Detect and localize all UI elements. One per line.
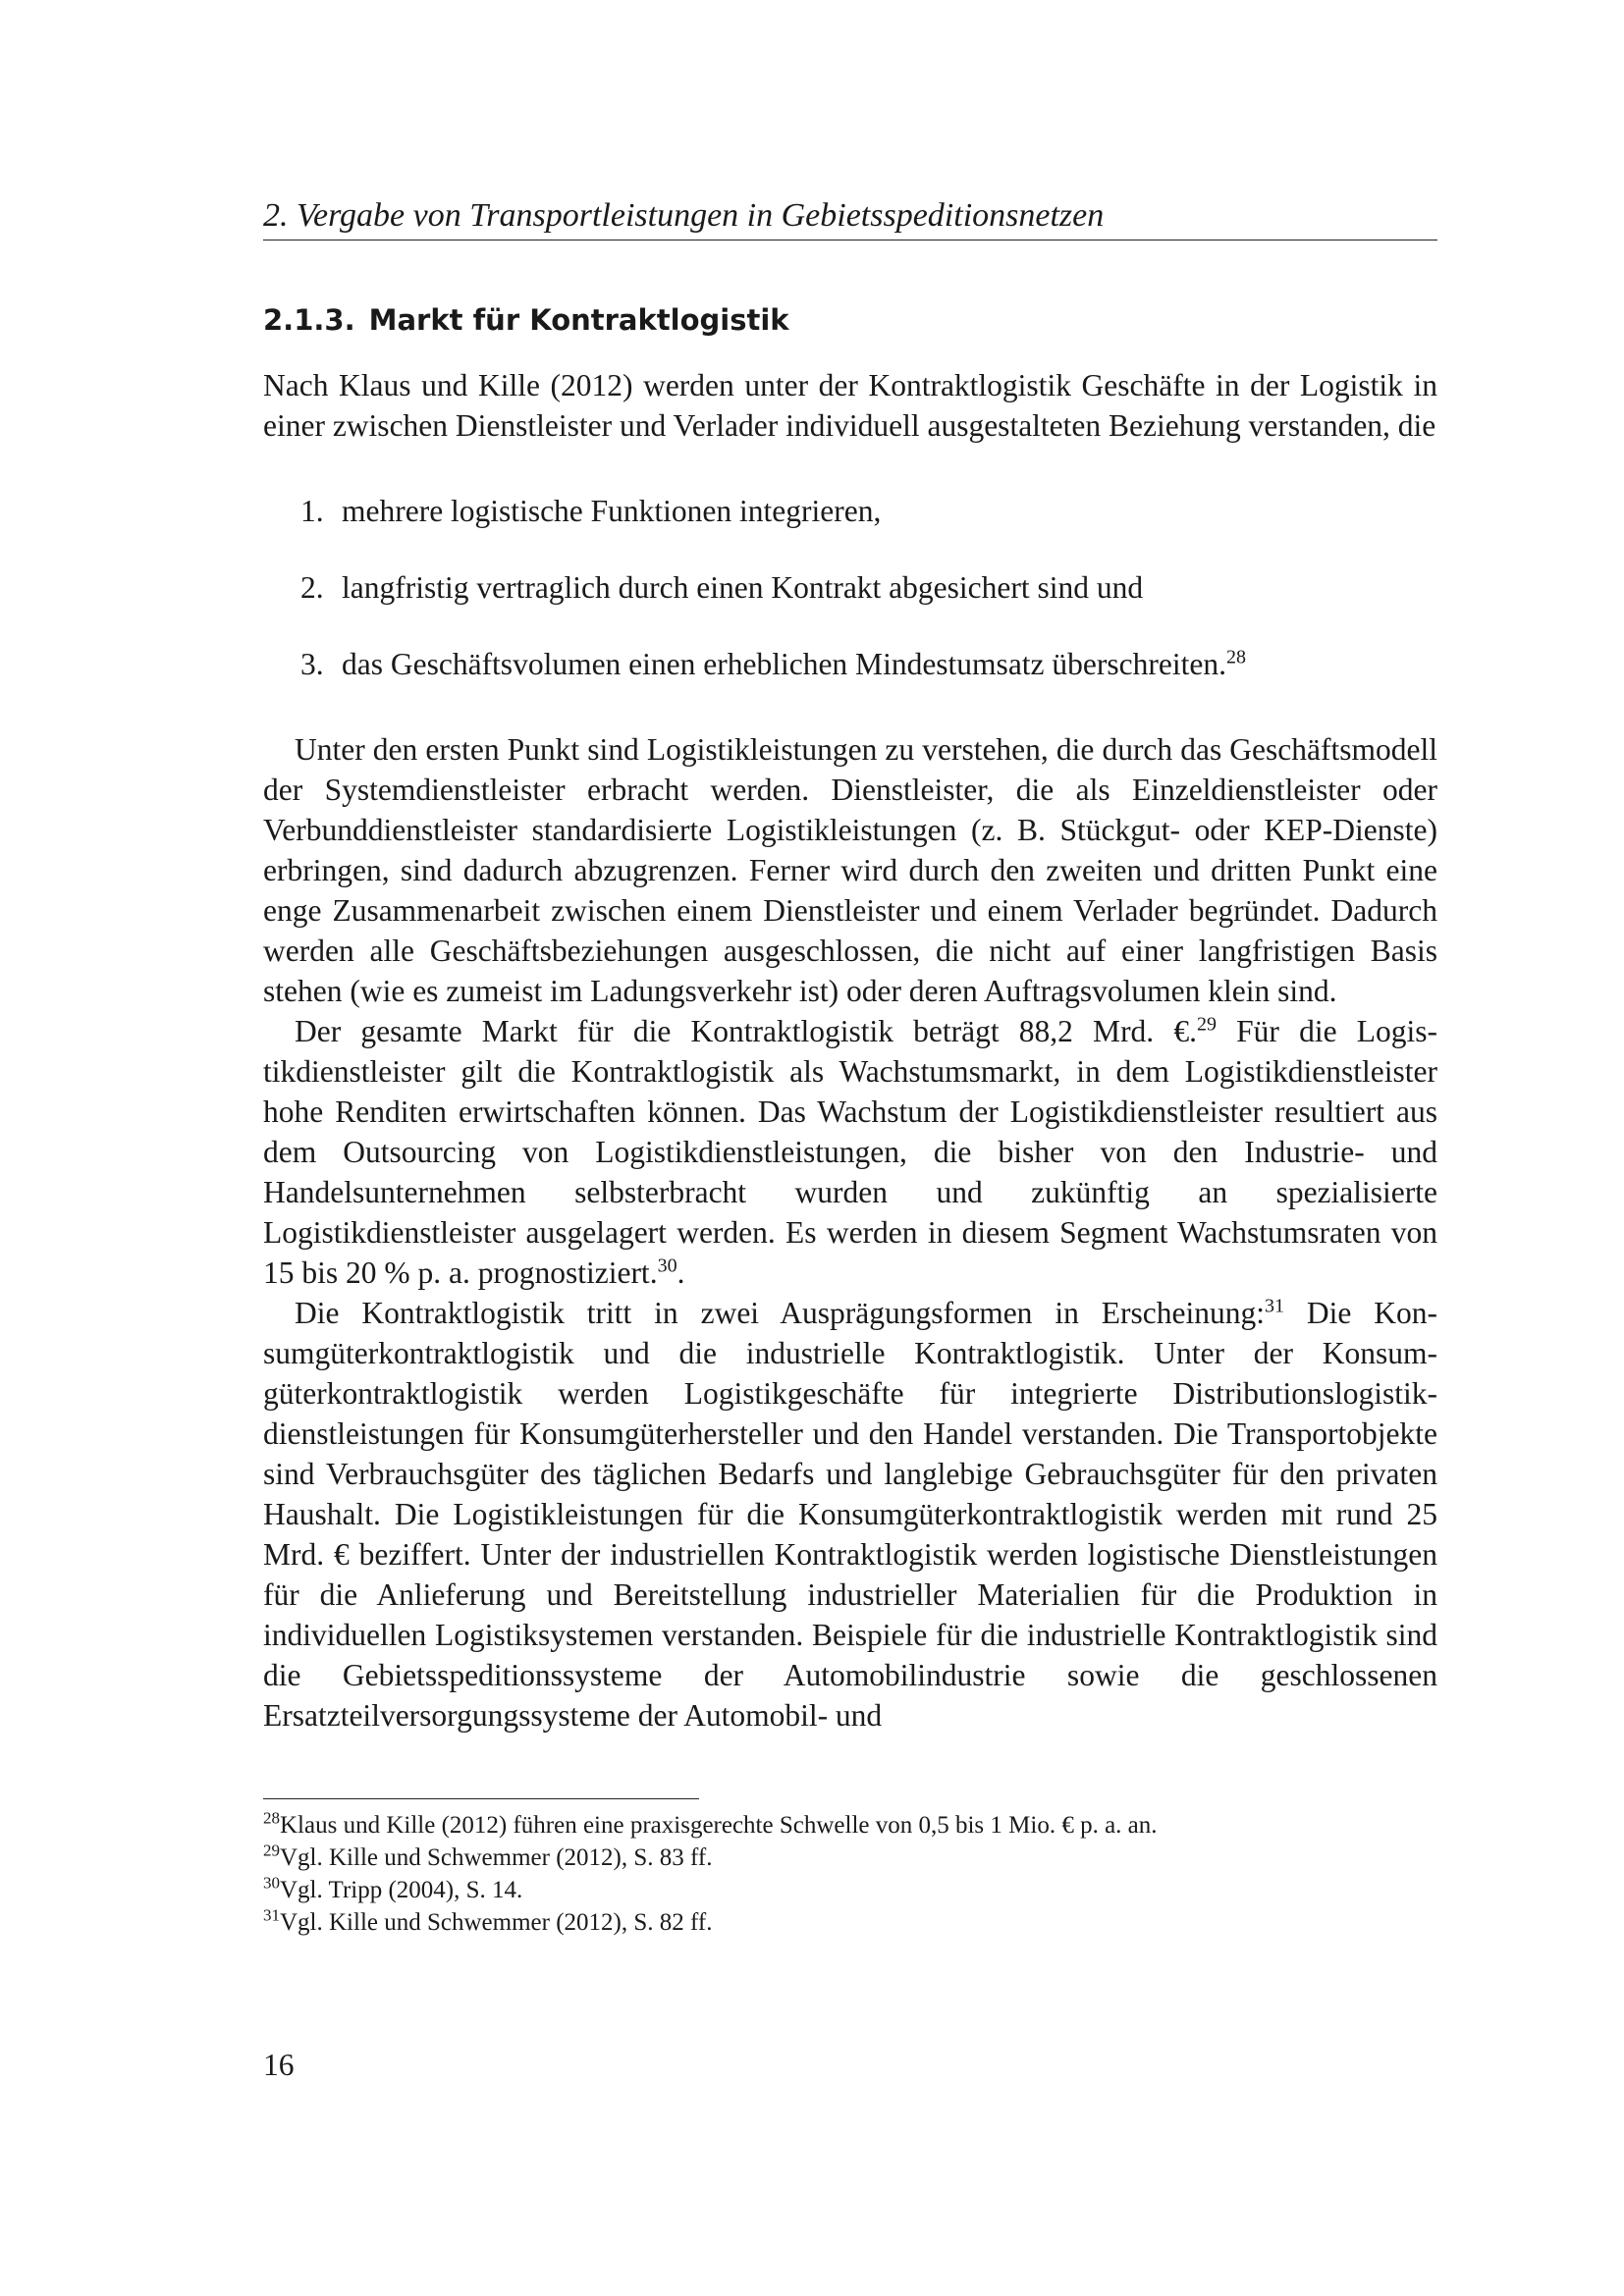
list-item [300,567,1437,608]
footnote-text: Klaus und Kille (2012) führen eine praxisgerechte Schwelle von 0,5 bis 1 Mio. € p. a. an. [280,1812,1158,1839]
footnote-number: 28 [263,1808,280,1828]
footnote-number: 31 [263,1905,280,1925]
list-item-number: 1. [300,494,324,528]
footnote-number: 30 [263,1873,280,1893]
list-item [300,644,1437,684]
list-item-text: das Geschäftsvolumen einen erheblichen Mindestumsatz überschreiten. [342,647,1226,681]
footnote-ref[interactable]: 30 [657,1255,677,1277]
footnote-ref[interactable]: 31 [1264,1295,1284,1317]
body-text [263,365,1437,1735]
footnote [263,1842,1437,1874]
paragraph-1: Unter den ersten Punkt sind Logistikleistungen zu verstehen, die durch das Geschäftsmodell der Systemdienstleister erbracht werden. Dienstleister, die als Einzeldienstleister oder Verbunddienstleister standardisierte Logistikleistungen (z. B. Stückgut- oder KEP-Dienste) erbringen, sind dadurch abzugrenzen. Ferner wird durch den zweiten und dritten Punkt eine enge Zusammenarbeit zwischen einem Dienstleister und einem Verlader begründet. Dadurch werden alle Geschäftsbeziehungen ausgeschlossen, die nicht auf einer langfristigen Basis stehen (wie es zumeist im Ladungsverkehr ist) oder deren Auftragsvolumen klein sind. [263,732,1437,1008]
paragraph-2-part-b: Für die Logistikdienstleister gilt die Kontraktlogistik als Wachstumsmarkt, in dem Logistikdienstleister hohe Renditen erwirtschaften können. Das Wachstum der Logistikdienstleister resultiert aus dem Outsourcing von Logistikdienstleistungen, die bisher von den Industrie- und Handelsunternehmen selbsterbracht wurden und zukünftig an spezialisierte Logistikdienstleister ausgelagert werden. Es werden in diesem Segment Wachstumsraten von 15 bis 20 % p. a. prognostiziert. [263,1014,1437,1290]
criteria-list [263,491,1437,684]
paragraph-2 [263,1011,1437,1293]
list-item-text: langfristig vertraglich durch einen Kontrakt abgesichert sind und [342,570,1144,605]
list-item-text: mehrere logistische Funktionen integrieren, [342,494,882,528]
page-number: 16 [263,2048,295,2082]
footnote-text: Vgl. Tripp (2004), S. 14. [280,1877,523,1903]
running-header: 2. Vergabe von Transportleistungen in Gebietsspeditionsnetzen [263,196,1437,240]
list-item-number: 3. [300,647,324,681]
footnote-number: 29 [263,1841,280,1860]
footnote-ref[interactable]: 29 [1196,1013,1217,1036]
footnote [263,1809,1437,1842]
paragraph-3-part-b: Die Konsumgüterkontraktlogistik und die industrielle Kontraktlogistik. Unter der Konsumgüterkontraktlogistik werden Logistikgeschäfte für integrierte Distributionslogistikdienstleistungen für Konsumgüterhersteller und den Handel verstanden. Die Transportobjekte sind Verbrauchsgüter des täglichen Bedarfs und langlebige Gebrauchsgüter für den privaten Haushalt. Die Logistikleistungen für die Konsumgüterkontraktlogistik werden mit rund 25 Mrd. € beziffert. Unter der industriellen Kontraktlogistik werden logistische Dienstleistungen für die Anlieferung und Bereitstellung industrieller Materialien für die Produktion in individuellen Logistiksystemen verstanden. Beispiele für die industrielle Kontraktlogistik sind die Gebietsspeditionssysteme der Automobilindustrie sowie die geschlossenen Ersatzteilversorgungssysteme der Automobil- und [263,1296,1437,1733]
paragraph-3-part-a: Die Kontraktlogistik tritt in zwei Ausprägungsformen in Erscheinung: [295,1296,1265,1330]
footnote-ref[interactable]: 28 [1225,646,1246,668]
footnotes [263,1798,1437,1939]
paragraph-2-part-c: . [677,1255,685,1290]
footnote-text: Vgl. Kille und Schwemmer (2012), S. 83 ff. [280,1844,713,1871]
list-item [300,491,1437,531]
footnote-text: Vgl. Kille und Schwemmer (2012), S. 82 ff. [280,1909,713,1936]
footnote [263,1874,1437,1906]
section-heading [263,300,1437,340]
paragraph-2-part-a: Der gesamte Markt für die Kontraktlogistik beträgt 88,2 Mrd. €. [295,1014,1197,1048]
paragraph-3 [263,1293,1437,1735]
section-title: Markt für Kontraktlogistik [368,303,789,337]
footnote [263,1906,1437,1939]
footnote-rule [263,1798,699,1799]
document-page [263,0,1437,2296]
intro-paragraph: Nach Klaus und Kille (2012) werden unter der Kontraktlogistik Geschäfte in der Logistik in einer zwischen Dienstleister und Verlader individuell ausgestalteten Beziehung verstanden, die [263,368,1437,443]
section-number: 2.1.3. [263,303,355,337]
list-item-number: 2. [300,570,324,605]
